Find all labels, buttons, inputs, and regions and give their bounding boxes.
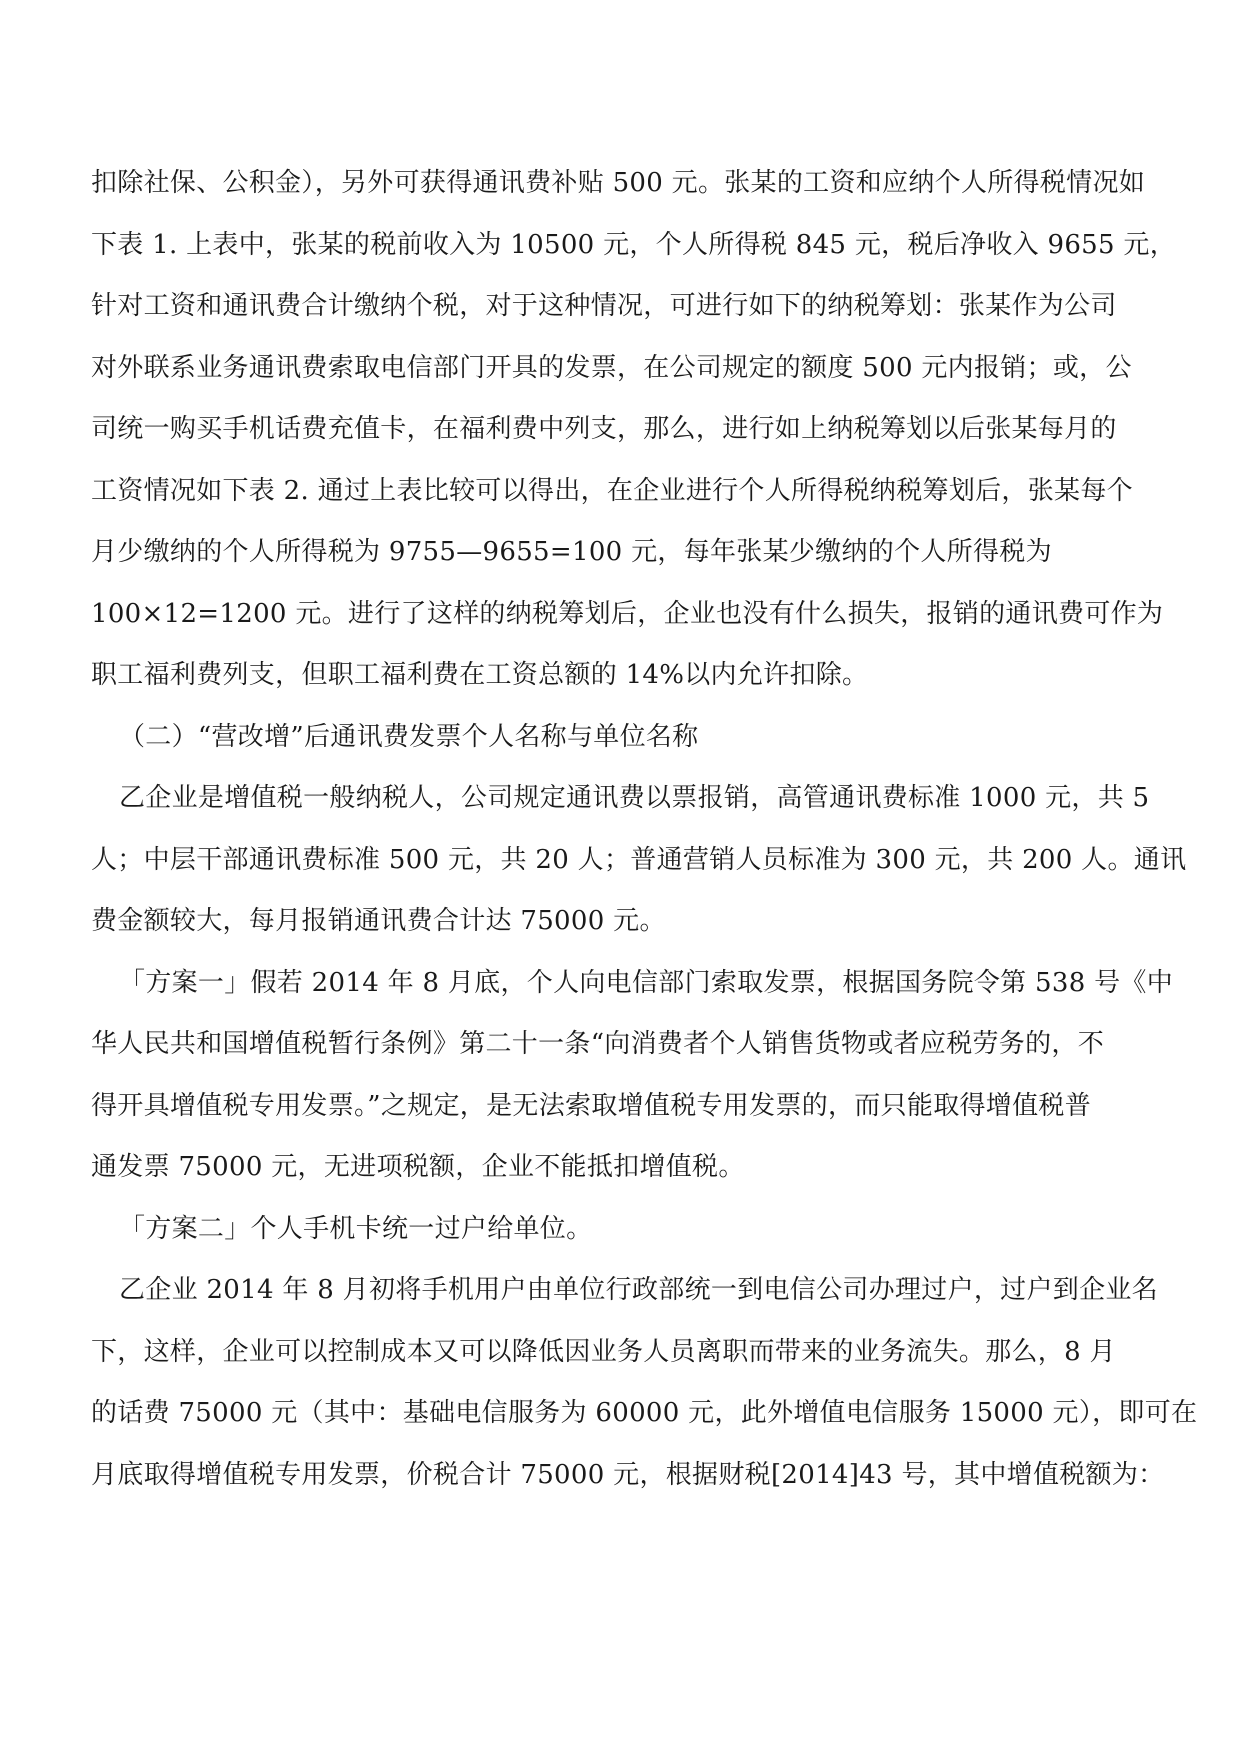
paragraph-line: 人；中层干部通讯费标准 500 元，共 20 人；普通营销人员标准为 300 元，共 200 人。通讯 xyxy=(91,844,1187,875)
paragraph-line: 100×12=1200 元。进行了这样的纳税筹划后，企业也没有什么损失，报销的通讯费可作为 xyxy=(91,598,1164,629)
paragraph-line: 得开具增值税专用发票。”之规定，是无法索取增值税专用发票的，而只能取得增值税普 xyxy=(91,1090,1091,1121)
paragraph-line: 司统一购买手机话费充值卡，在福利费中列支，那么，进行如上纳税筹划以后张某每月的 xyxy=(91,414,1117,444)
paragraph-line: 乙企业是增值税一般纳税人，公司规定通讯费以票报销，高管通讯费标准 1000 元，共 5 xyxy=(119,783,1150,813)
paragraph-line: 月底取得增值税专用发票，价税合计 75000 元，根据财税[2014]43 号，其中增值税额为： xyxy=(91,1459,1165,1490)
paragraph-line: 下表 1. 上表中，张某的税前收入为 10500 元，个人所得税 845 元，税后净收入 9655 元， xyxy=(91,229,1177,260)
paragraph-line: 费金额较大，每月报销通讯费合计达 75000 元。 xyxy=(91,906,666,936)
paragraph-line: 「方案一」假若 2014 年 8 月底，个人向电信部门索取发票，根据国务院令第 538 号《中 xyxy=(119,967,1174,998)
paragraph-line: 乙企业 2014 年 8 月初将手机用户由单位行政部统一到电信公司办理过户，过户到企业名 xyxy=(119,1275,1158,1305)
document-body xyxy=(91,163,1198,1516)
paragraph-line: 职工福利费列支，但职工福利费在工资总额的 14%以内允许扣除。 xyxy=(91,660,869,690)
paragraph-line: 工资情况如下表 2. 通过上表比较可以得出，在企业进行个人所得税纳税筹划后，张某每个 xyxy=(91,475,1133,506)
paragraph-line: 华人民共和国增值税暂行条例》第二十一条“向消费者个人销售货物或者应税劳务的，不 xyxy=(91,1029,1104,1059)
paragraph-line: 扣除社保、公积金），另外可获得通讯费补贴 500 元。张某的工资和应纳个人所得税情况如 xyxy=(91,168,1146,198)
paragraph-line: 对外联系业务通讯费索取电信部门开具的发票，在公司规定的额度 500 元内报销；或，公 xyxy=(91,352,1132,383)
paragraph-line: 下，这样，企业可以控制成本又可以降低因业务人员离职而带来的业务流失。那么，8 月 xyxy=(91,1336,1116,1367)
paragraph-line: 的话费 75000 元（其中：基础电信服务为 60000 元，此外增值电信服务 15000 元），即可在 xyxy=(91,1398,1198,1428)
paragraph-line: 「方案二」个人手机卡统一过户给单位。 xyxy=(119,1213,593,1244)
paragraph-line: 通发票 75000 元，无进项税额，企业不能抵扣增值税。 xyxy=(91,1152,745,1182)
section-heading: （二）“营改增”后通讯费发票个人名称与单位名称 xyxy=(119,721,699,752)
paragraph-line: 月少缴纳的个人所得税为 9755—9655=100 元，每年张某少缴纳的个人所得税为 xyxy=(91,537,1052,567)
paragraph-line: 针对工资和通讯费合计缴纳个税，对于这种情况，可进行如下的纳税筹划：张某作为公司 xyxy=(91,291,1117,321)
